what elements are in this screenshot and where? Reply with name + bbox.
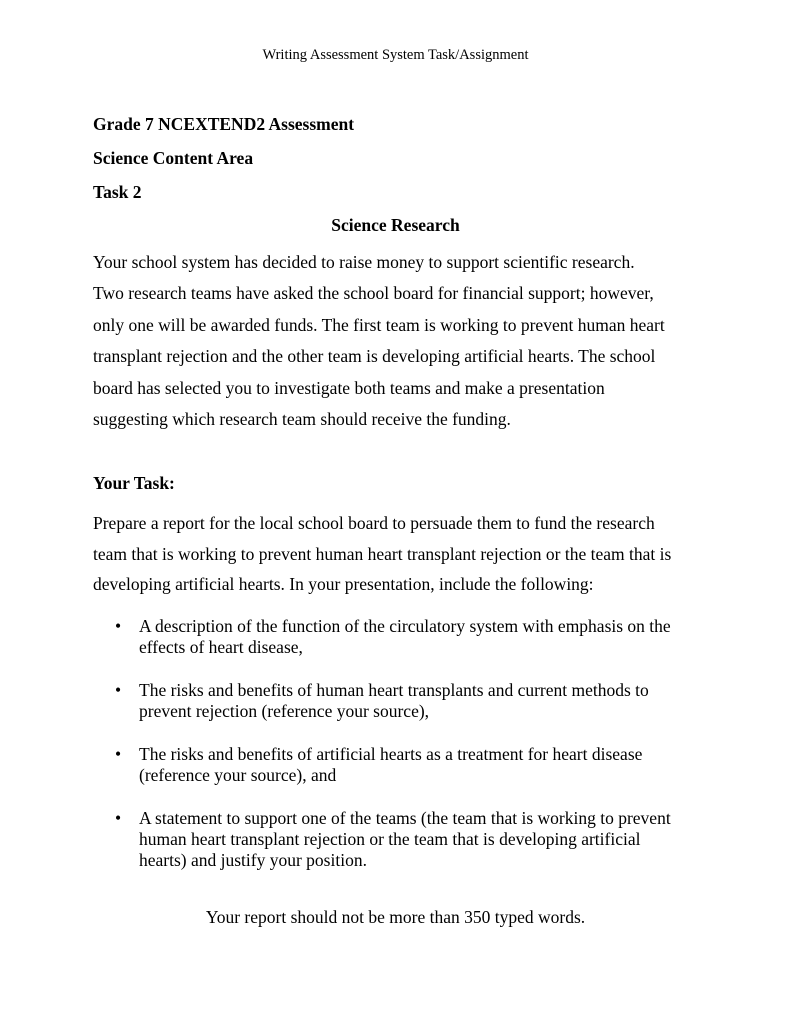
- intro-paragraph: [93, 247, 713, 435]
- intro-line: Two research teams have asked the school board for financial support; however,: [93, 283, 654, 304]
- requirement-line: The risks and benefits of artificial hearts as a treatment for heart disease: [139, 744, 643, 764]
- requirement-item: [93, 808, 713, 871]
- task-line: team that is working to prevent human heart transplant rejection or the team that is: [93, 543, 672, 564]
- task-line: developing artificial hearts. In your presentation, include the following:: [93, 574, 594, 594]
- bullet-icon: •: [115, 744, 122, 764]
- intro-line: transplant rejection and the other team is developing artificial hearts. The school: [93, 346, 656, 367]
- intro-line: only one will be awarded funds. The first team is working to prevent human heart: [93, 314, 665, 335]
- requirement-item: [93, 744, 713, 786]
- grade-line: Grade 7 NCEXTEND2 Assessment: [93, 114, 355, 134]
- requirement-line: The risks and benefits of human heart transplants and current methods to: [139, 680, 649, 700]
- requirements-list: [93, 616, 713, 893]
- task-number-line: Task 2: [93, 182, 142, 202]
- running-header: Writing Assessment System Task/Assignment: [262, 47, 529, 63]
- task-paragraph: [93, 508, 713, 600]
- word-limit-note: Your report should not be more than 350 typed words.: [205, 907, 586, 927]
- requirement-item: [93, 616, 713, 658]
- content-area-line: Science Content Area: [93, 148, 254, 168]
- requirement-item: [93, 680, 713, 722]
- task-heading: Your Task:: [93, 473, 175, 493]
- requirement-line: human heart transplant rejection or the team that is developing artificial: [139, 829, 641, 849]
- requirement-line: effects of heart disease,: [139, 637, 303, 657]
- bullet-icon: •: [115, 808, 122, 828]
- task-line: Prepare a report for the local school board to persuade them to fund the research: [93, 513, 655, 533]
- requirement-line: A statement to support one of the teams (the team that is working to prevent: [139, 808, 671, 828]
- intro-line: board has selected you to investigate both teams and make a presentation: [93, 377, 605, 398]
- intro-line: Your school system has decided to raise money to support scientific research.: [93, 252, 635, 272]
- document-title: Science Research: [331, 215, 460, 235]
- bullet-icon: •: [115, 616, 122, 636]
- requirement-line: prevent rejection (reference your source),: [139, 701, 430, 721]
- requirement-line: hearts) and justify your position.: [139, 850, 367, 870]
- requirement-line: (reference your source), and: [139, 765, 337, 785]
- requirement-line: A description of the function of the circulatory system with emphasis on the: [139, 616, 671, 636]
- intro-line: suggesting which research team should receive the funding.: [93, 409, 511, 430]
- bullet-icon: •: [115, 680, 122, 700]
